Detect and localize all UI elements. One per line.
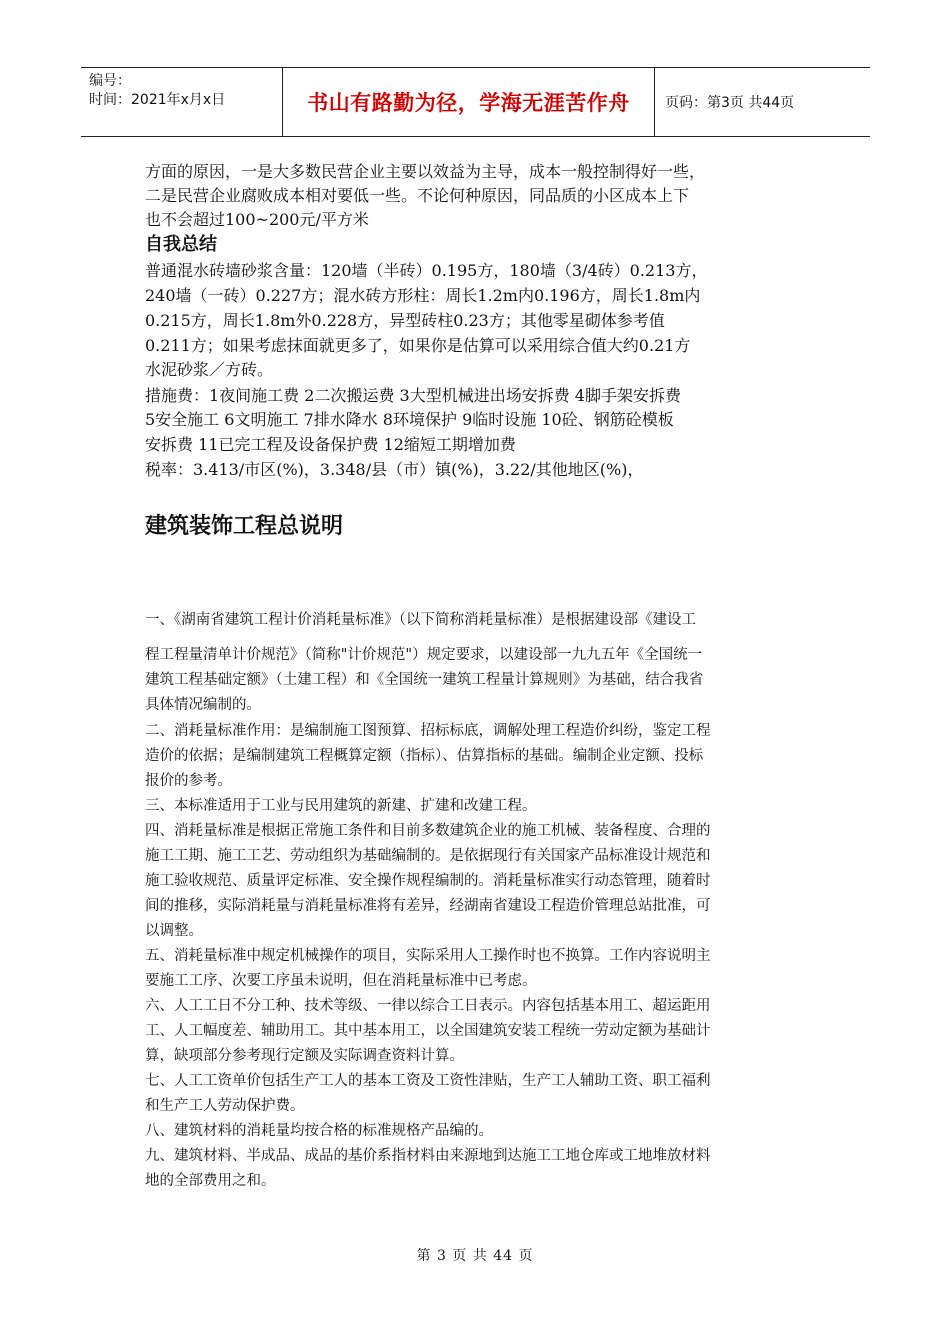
- summary-line: 措施费：1夜间施工费 2二次搬运费 3大型机械进出场安拆费 4脚手架安拆费: [145, 386, 681, 405]
- summary-line: 水泥砂浆／方砖。: [145, 360, 274, 379]
- summary-heading: 自我总结: [145, 234, 217, 255]
- body-line: 建筑工程基础定额》（土建工程）和《全国统一建筑工程量计算规则》为基础，结合我省: [145, 672, 704, 688]
- body-line: 地的全部费用之和。: [145, 1173, 276, 1189]
- body-line: 七、人工工资单价包括生产工人的基本工资及工资性津贴，生产工人辅助工资、职工福利: [145, 1073, 711, 1089]
- body-line: 施工工期、施工工艺、劳动组织为基础编制的。是依据现行有关国家产品标准设计规范和: [145, 848, 711, 864]
- body-line: 工、人工幅度差、辅助用工。其中基本用工，以全国建筑安装工程统一劳动定额为基础计: [145, 1023, 711, 1039]
- body-line: 具体情况编制的。: [145, 697, 261, 713]
- header-page-info-cell: [655, 68, 870, 136]
- body-line: 九、建筑材料、半成品、成品的基价系指材料由来源地到达施工工地仓库或工地堆放材料: [145, 1148, 711, 1164]
- body-line: 施工验收规范、质量评定标准、安全操作规程编制的。消耗量标准实行动态管理，随着时: [145, 873, 711, 889]
- section-title: 建筑装饰工程总说明: [145, 514, 344, 539]
- summary-line: 240墙（一砖）0.227方；混水砖方形柱：周长1.2m内0.196方，周长1.8m内: [145, 286, 701, 305]
- body-line: 造价的依据；是编制建筑工程概算定额（指标）、估算指标的基础。编制企业定额、投标: [145, 748, 704, 764]
- summary-line: 0.211方；如果考虑抹面就更多了，如果你是估算可以采用综合值大约0.21方: [145, 336, 691, 355]
- body-line: 要施工工序、次要工序虽未说明，但在消耗量标准中已考虑。: [145, 973, 537, 989]
- paragraph-line: 方面的原因，一是大多数民营企业主要以效益为主导，成本一般控制得好一些，: [145, 162, 706, 181]
- body-line: 以调整。: [145, 923, 203, 939]
- document-date: 时间：2021年x月x日: [89, 92, 226, 108]
- body-line: 三、本标准适用于工业与民用建筑的新建、扩建和改建工程。: [145, 798, 537, 814]
- body-line: 二、消耗量标准作用：是编制施工图预算、招标标底，调解处理工程造价纠纷，鉴定工程: [145, 723, 711, 739]
- paragraph-line: 也不会超过100~200元/平方米: [145, 210, 369, 229]
- header-motto-cell: [283, 68, 655, 136]
- body-line: 间的推移，实际消耗量与消耗量标准将有差异，经湖南省建设工程造价管理总站批准，可: [145, 898, 711, 914]
- body-line: 一、《湖南省建筑工程计价消耗量标准》（以下简称消耗量标准）是根据建设部《建设工: [145, 612, 696, 628]
- body-line: 算，缺项部分参考现行定额及实际调查资料计算。: [145, 1048, 464, 1064]
- body-line: 和生产工人劳动保护费。: [145, 1098, 305, 1114]
- body-line: 五、消耗量标准中规定机械操作的项目，实际采用人工操作时也不换算。工作内容说明主: [145, 948, 711, 964]
- body-line: 四、消耗量标准是根据正常施工条件和目前多数建筑企业的施工机械、装备程度、合理的: [145, 823, 711, 839]
- summary-line: 5安全施工 6文明施工 7排水降水 8环境保护 9临时设施 10砼、钢筋砼模板: [145, 410, 674, 429]
- page-footer: 第 3 页 共 44 页: [416, 1248, 534, 1264]
- summary-line: 安拆费 11已完工程及设备保护费 12缩短工期增加费: [145, 435, 516, 454]
- summary-line: 普通混水砖墙砂浆含量：120墙（半砖）0.195方，180墙（3/4砖）0.213方，: [145, 261, 708, 280]
- summary-line: 0.215方，周长1.8m外0.228方，异型砖柱0.23方；其他零星砌体参考值: [145, 311, 665, 330]
- page-header: [81, 67, 870, 137]
- body-line: 六、人工工日不分工种、技术等级、一律以综合工日表示。内容包括基本用工、超运距用: [145, 998, 711, 1014]
- header-page-info: 页码：第3页 共44页: [665, 95, 795, 111]
- header-motto: 书山有路勤为径，学海无涯苦作舟: [307, 91, 630, 115]
- summary-line: 税率：3.413/市区(%)，3.348/县（市）镇(%)，3.22/其他地区(%)，: [145, 460, 644, 479]
- header-left-cell: [81, 68, 283, 136]
- paragraph-line: 二是民营企业腐败成本相对要低一些。不论何种原因，同品质的小区成本上下: [145, 186, 690, 205]
- body-line: 八、建筑材料的消耗量均按合格的标准规格产品编的。: [145, 1123, 493, 1139]
- body-line: 报价的参考。: [145, 773, 232, 789]
- body-line: 程工程量清单计价规范》（简称"计价规范"）规定要求，以建设部一九九五年《全国统一: [145, 647, 703, 663]
- document-number-label: 编号：: [89, 73, 131, 89]
